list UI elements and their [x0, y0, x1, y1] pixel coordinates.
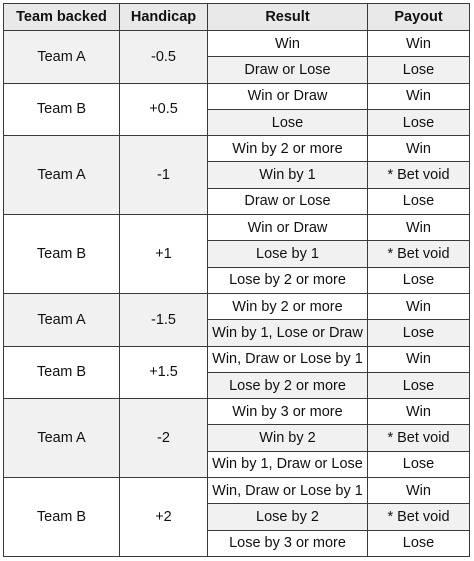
result-cell: Win or Draw: [208, 215, 368, 241]
handicap-table: [3, 3, 470, 557]
team-backed-cell: Team A: [4, 136, 120, 215]
payout-cell: * Bet void: [368, 504, 470, 530]
payout-cell: Win: [368, 136, 470, 162]
table-row: [4, 83, 470, 109]
payout-cell: Win: [368, 31, 470, 57]
payout-cell: Win: [368, 399, 470, 425]
header-handicap: Handicap: [120, 4, 208, 31]
payout-cell: Win: [368, 293, 470, 319]
result-cell: Draw or Lose: [208, 57, 368, 83]
result-cell: Win by 3 or more: [208, 399, 368, 425]
result-cell: Win by 2 or more: [208, 293, 368, 319]
header-row: [4, 4, 470, 31]
handicap-cell: +1: [120, 215, 208, 294]
payout-cell: Lose: [368, 372, 470, 398]
payout-cell: Lose: [368, 530, 470, 556]
result-cell: Lose by 3 or more: [208, 530, 368, 556]
payout-cell: * Bet void: [368, 425, 470, 451]
team-backed-cell: Team B: [4, 83, 120, 136]
payout-cell: Lose: [368, 267, 470, 293]
payout-cell: Lose: [368, 109, 470, 135]
header-result: Result: [208, 4, 368, 31]
handicap-cell: +1.5: [120, 346, 208, 399]
payout-cell: Lose: [368, 320, 470, 346]
handicap-cell: -2: [120, 399, 208, 478]
table-row: [4, 346, 470, 372]
result-cell: Lose by 1: [208, 241, 368, 267]
table-row: [4, 136, 470, 162]
result-cell: Win by 1: [208, 162, 368, 188]
team-backed-cell: Team B: [4, 215, 120, 294]
result-cell: Lose by 2 or more: [208, 372, 368, 398]
handicap-cell: +2: [120, 478, 208, 557]
handicap-cell: -1: [120, 136, 208, 215]
table-body: [4, 31, 470, 557]
result-cell: Draw or Lose: [208, 188, 368, 214]
table-row: [4, 293, 470, 319]
result-cell: Win, Draw or Lose by 1: [208, 478, 368, 504]
result-cell: Win by 2 or more: [208, 136, 368, 162]
team-backed-cell: Team A: [4, 293, 120, 346]
payout-cell: Win: [368, 478, 470, 504]
team-backed-cell: Team A: [4, 31, 120, 84]
header-payout: Payout: [368, 4, 470, 31]
result-cell: Win by 2: [208, 425, 368, 451]
result-cell: Win by 1, Lose or Draw: [208, 320, 368, 346]
table-row: [4, 478, 470, 504]
payout-cell: * Bet void: [368, 162, 470, 188]
payout-cell: Lose: [368, 188, 470, 214]
handicap-cell: -0.5: [120, 31, 208, 84]
payout-cell: Lose: [368, 451, 470, 477]
table-row: [4, 399, 470, 425]
result-cell: Win: [208, 31, 368, 57]
payout-cell: Win: [368, 83, 470, 109]
payout-cell: * Bet void: [368, 241, 470, 267]
payout-cell: Lose: [368, 57, 470, 83]
payout-cell: Win: [368, 346, 470, 372]
handicap-cell: -1.5: [120, 293, 208, 346]
result-cell: Win, Draw or Lose by 1: [208, 346, 368, 372]
result-cell: Lose by 2 or more: [208, 267, 368, 293]
result-cell: Win or Draw: [208, 83, 368, 109]
result-cell: Win by 1, Draw or Lose: [208, 451, 368, 477]
table-row: [4, 215, 470, 241]
payout-cell: Win: [368, 215, 470, 241]
handicap-cell: +0.5: [120, 83, 208, 136]
header-team-backed: Team backed: [4, 4, 120, 31]
team-backed-cell: Team B: [4, 478, 120, 557]
table-row: [4, 31, 470, 57]
team-backed-cell: Team B: [4, 346, 120, 399]
team-backed-cell: Team A: [4, 399, 120, 478]
result-cell: Lose: [208, 109, 368, 135]
result-cell: Lose by 2: [208, 504, 368, 530]
